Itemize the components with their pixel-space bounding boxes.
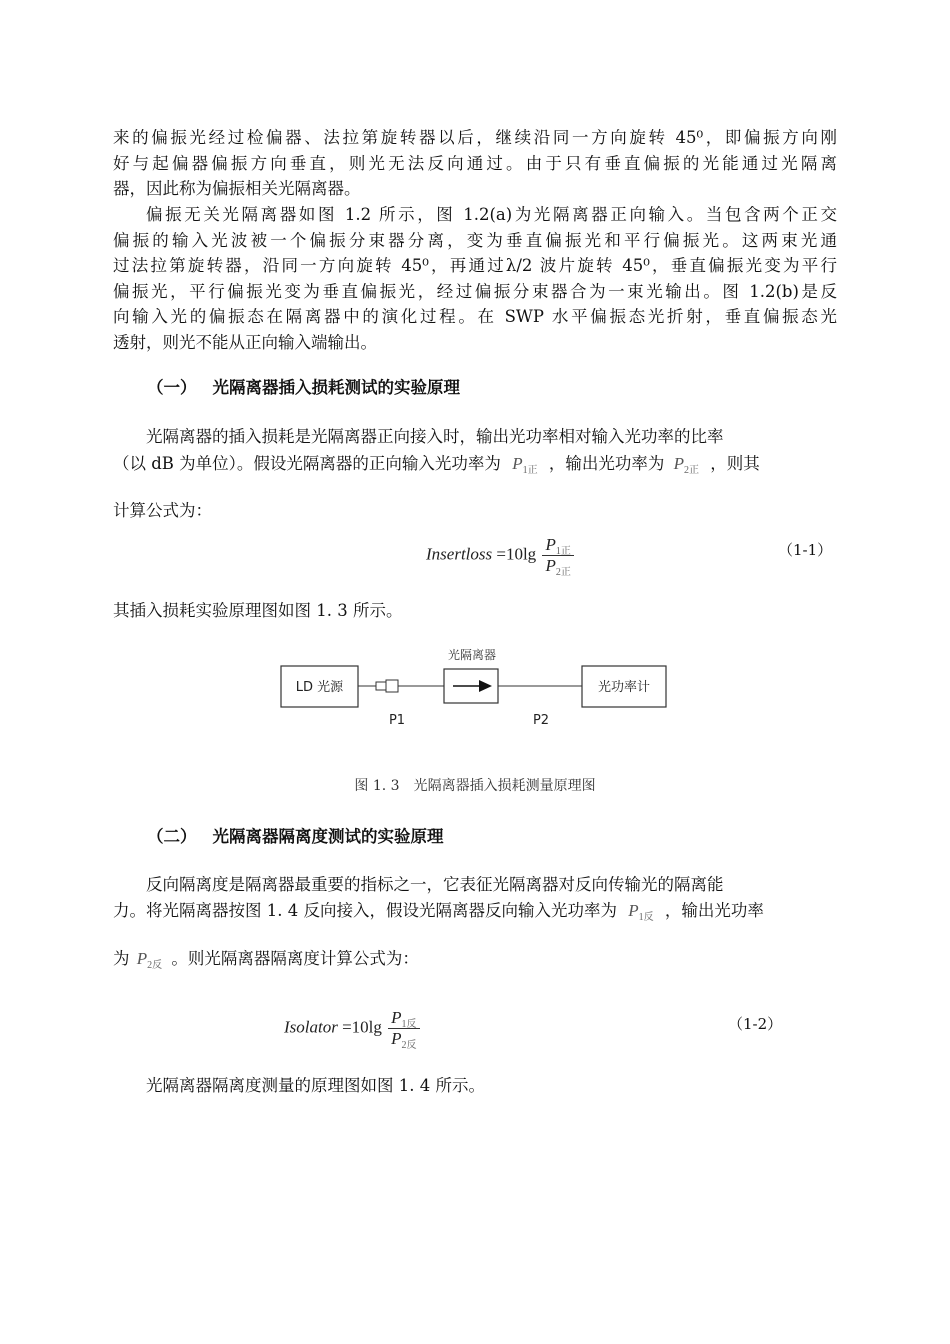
symbol-p1-forward: $P_{1正}$: [512, 454, 538, 476]
formula-operator: =10lg: [496, 544, 537, 564]
text-line: 计算公式为：: [113, 501, 212, 520]
paragraph-polarization-independent: [113, 202, 837, 355]
connector: [376, 682, 386, 690]
section-title: 光隔离器隔离度测试的实验原理: [212, 827, 444, 846]
symbol-p1-reverse: $P_{1反}$: [628, 901, 654, 923]
ld-source-label: LD 光源: [295, 680, 344, 695]
p2-label: P2: [532, 713, 550, 728]
p1-label: P1: [388, 713, 406, 728]
text-line: 向输入光的偏振态在隔离器中的演化过程。在 SWP 水平偏振态光折射，垂直偏振态光: [113, 307, 837, 326]
paragraph-polarization-dependent: [113, 125, 837, 202]
fraction-numerator: $P_{1正}$: [542, 535, 573, 556]
text-line: 过法拉第旋转器，沿同一方向旋转 45⁰，再通过λ/2 波片旋转 45⁰，垂直偏振光变为平行: [113, 256, 837, 275]
section-number: （一）: [147, 378, 197, 397]
text-line: 器，因此称为偏振相关光隔离器。: [113, 179, 361, 198]
section-heading-insertion-loss: [147, 374, 460, 398]
text-fragment: 。则光隔离器隔离度计算公式为：: [171, 949, 419, 968]
equation-number: （1-1）: [778, 541, 833, 559]
text-line: 偏振光，平行偏振光变为垂直偏振光，经过偏振分束器合为一束光输出。图 1.2(b)是反: [113, 281, 837, 301]
text-line: 来的偏振光经过检偏器、法拉第旋转器以后，继续沿同一方向旋转 45⁰，即偏振方向刚: [113, 128, 837, 147]
text-line: 好与起偏器偏振方向垂直，则光无法反向通过。由于只有垂直偏振的光能通过光隔离: [113, 153, 837, 173]
formula-operator: =10lg: [342, 1017, 382, 1037]
fraction-denominator: $P_{2正}$: [545, 556, 571, 578]
text-fragment: ，则其: [710, 454, 760, 473]
paragraph-figure-ref-2: [113, 1073, 837, 1099]
formula-lhs: Isolator: [284, 1017, 338, 1037]
paragraph-insertion-loss-line2: [113, 451, 837, 480]
text-line: 偏振的输入光波被一个偏振分束器分离，变为垂直偏振光和平行偏振光。这两束光通: [113, 230, 837, 250]
symbol-p2-forward: $P_{2正}$: [673, 454, 699, 476]
isolator-label: 光隔离器: [447, 648, 497, 662]
fraction-numerator: $P_{1反}$: [388, 1008, 419, 1029]
equation-number: （1-2）: [728, 1015, 783, 1033]
text-line: 偏振无关光隔离器如图 1.2 所示，图 1.2(a)为光隔离器正向输入。当包含两个正交: [146, 205, 837, 224]
paragraph-insertion-loss: [113, 424, 837, 450]
text-fragment: ，输出光功率为: [548, 454, 665, 473]
text-fragment: 为: [113, 949, 130, 968]
fraction-denominator: $P_{2反}$: [391, 1029, 417, 1051]
text-line: 反向隔离度是隔离器最重要的指标之一，它表征光隔离器对反向传输光的隔离能: [146, 875, 724, 894]
text-fragment: （以 dB 为单位）。假设光隔离器的正向输入光功率为: [113, 454, 501, 473]
text-line: 光隔离器的插入损耗是光隔离器正向接入时，输出光功率相对输入光功率的比率: [146, 427, 724, 446]
section-title: 光隔离器插入损耗测试的实验原理: [212, 378, 460, 397]
paragraph-isolation-line3: [113, 946, 837, 975]
paragraph-isolation: [113, 872, 837, 898]
formula-fraction: [388, 1008, 419, 1049]
section-heading-isolation: [147, 823, 444, 847]
formula-isolation: [284, 1008, 420, 1049]
paragraph-formula-intro: [113, 498, 837, 524]
paragraph-isolation-line2: [113, 898, 837, 927]
power-meter-label: 光功率计: [597, 680, 651, 695]
text-fragment: ，输出光功率: [664, 901, 764, 920]
paragraph-figure-ref: [113, 598, 837, 624]
text-fragment: 力。将光隔离器按图 1. 4 反向接入，假设光隔离器反向输入光功率为: [113, 901, 617, 920]
figure-caption: 图 1. 3 光隔离器插入损耗测量原理图: [354, 778, 596, 794]
text-line: 透射，则光不能从正向输入端输出。: [113, 332, 377, 352]
formula-fraction: [542, 535, 573, 576]
text-line: 其插入损耗实验原理图如图 1. 3 所示。: [113, 601, 403, 620]
connector: [386, 680, 398, 692]
text-line: 光隔离器隔离度测量的原理图如图 1. 4 所示。: [146, 1076, 485, 1095]
formula-lhs: Insertloss: [426, 544, 493, 564]
formula-insertion-loss: [426, 535, 574, 576]
figure-insertion-loss-setup: [270, 640, 690, 730]
symbol-p2-reverse: $P_{2反}$: [136, 949, 163, 971]
section-number: （二）: [147, 827, 197, 846]
